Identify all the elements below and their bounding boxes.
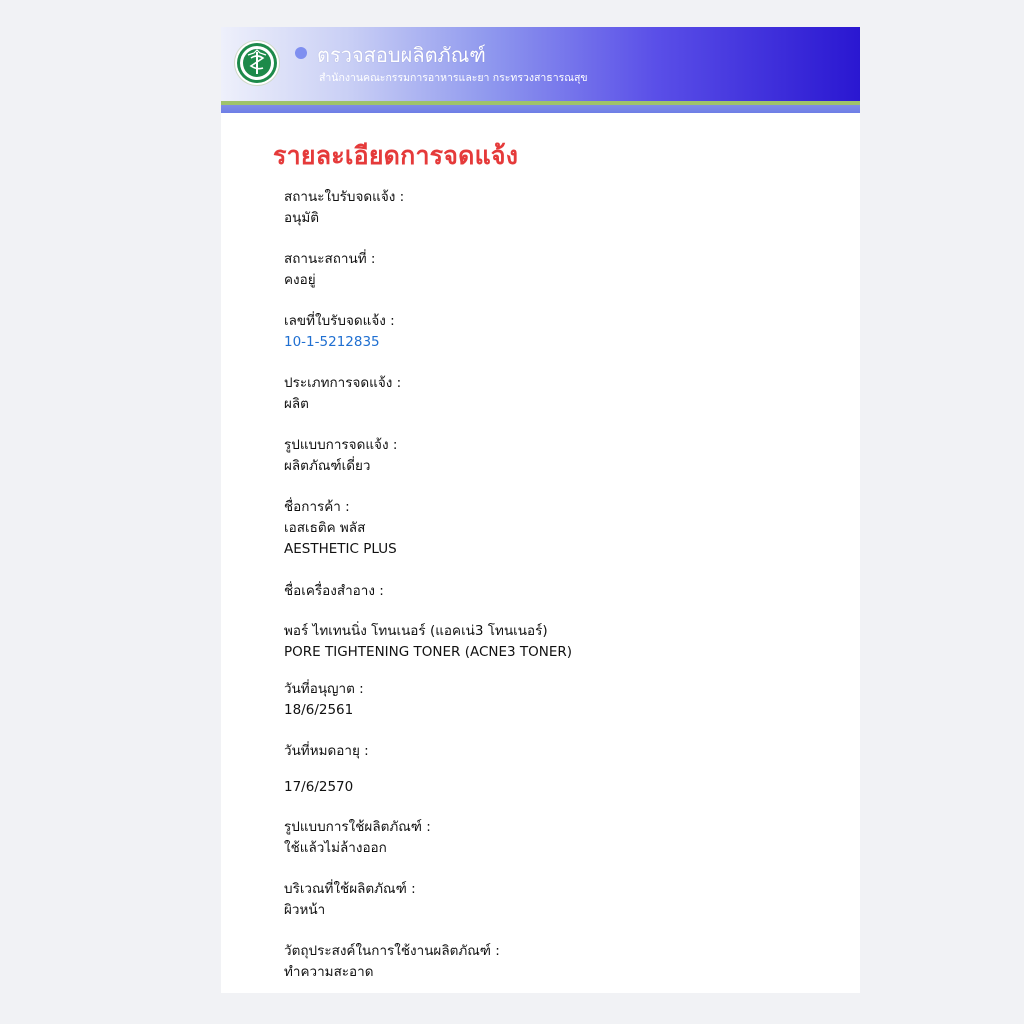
field-label: ชื่อการค้า :: [284, 499, 350, 515]
detail-field: [284, 187, 844, 226]
field-value: อนุมัติ: [284, 210, 320, 226]
field-value: ผลิต: [284, 396, 309, 412]
field-label: บริเวณที่ใช้ผลิตภัณฑ์ :: [284, 881, 416, 897]
field-value: เอสเธติค พลัส: [284, 520, 366, 536]
detail-field: [284, 311, 844, 350]
field-label: สถานะใบรับจดแจ้ง :: [284, 189, 405, 205]
page-header: [221, 27, 860, 101]
field-value: พอร์ ไทเทนนิ่ง โทนเนอร์ (แอคเน่3 โทนเนอร์): [284, 623, 548, 639]
header-divider: [221, 101, 860, 113]
field-label: เลขที่ใบรับจดแจ้ง :: [284, 313, 395, 329]
field-value: ทำความสะอาด: [284, 964, 374, 980]
detail-field: [284, 741, 844, 795]
field-label: รูปแบบการจดแจ้ง :: [284, 437, 398, 453]
field-value: PORE TIGHTENING TONER (ACNE3 TONER): [284, 644, 573, 660]
field-value: ผิวหน้า: [284, 902, 326, 918]
detail-field: [284, 249, 844, 288]
notification-number-link[interactable]: 10-1-5212835: [284, 334, 380, 350]
detail-field: [284, 817, 844, 856]
field-label: สถานะสถานที่ :: [284, 251, 376, 267]
detail-field: [284, 373, 844, 412]
field-label: รูปแบบการใช้ผลิตภัณฑ์ :: [284, 819, 431, 835]
detail-field: [284, 581, 844, 660]
field-value: 17/6/2570: [284, 779, 354, 795]
section-title: รายละเอียดการจดแจ้ง: [273, 141, 519, 170]
detail-field: [284, 879, 844, 918]
field-label: ชื่อเครื่องสำอาง :: [284, 583, 384, 599]
page-subtitle: สำนักงานคณะกรรมการอาหารและยา กระทรวงสาธารณสุข: [319, 72, 588, 84]
detail-field: [284, 435, 844, 474]
field-value: คงอยู่: [284, 272, 316, 288]
detail-field: [284, 941, 844, 980]
field-value: ผลิตภัณฑ์เดี่ยว: [284, 458, 371, 474]
field-value: 18/6/2561: [284, 702, 354, 718]
field-label: วันที่หมดอายุ :: [284, 743, 369, 759]
field-value: ใช้แล้วไม่ล้างออก: [284, 840, 387, 856]
field-label: วัตถุประสงค์ในการใช้งานผลิตภัณฑ์ :: [284, 943, 500, 959]
field-label: วันที่อนุญาต :: [284, 681, 364, 697]
page-title: ตรวจสอบผลิตภัณฑ์: [317, 43, 486, 67]
detail-field: [284, 679, 844, 718]
detail-field: [284, 497, 844, 557]
field-label: ประเภทการจดแจ้ง :: [284, 375, 402, 391]
fda-thailand-seal-icon[interactable]: [235, 41, 279, 85]
bullet-dot-icon: [295, 47, 307, 59]
field-value: AESTHETIC PLUS: [284, 541, 397, 557]
